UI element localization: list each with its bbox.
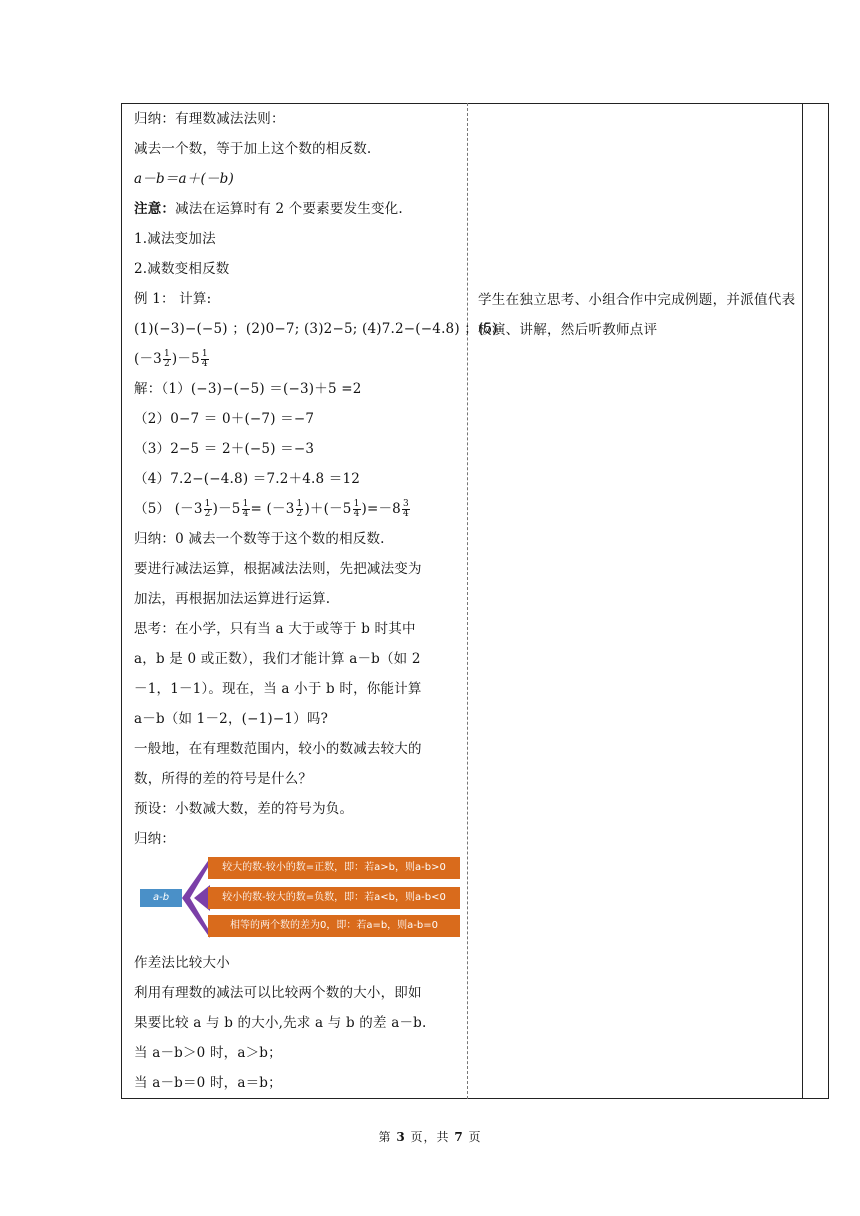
expr-part: )－5 bbox=[212, 501, 241, 517]
expr-part: )－5 bbox=[171, 351, 200, 367]
solution-2: （2）0−7 ＝ 0＋(−7) ＝−7 bbox=[134, 411, 315, 427]
fraction-numerator: 1 bbox=[201, 349, 208, 359]
fraction-denominator: 2 bbox=[296, 509, 303, 519]
preset-answer: 预设：小数减大数，差的符号为负。 bbox=[134, 801, 354, 817]
think-line-6: 数，所得的差的符号是什么？ bbox=[134, 771, 313, 787]
fraction-numerator: 3 bbox=[402, 499, 409, 509]
fraction-numerator: 1 bbox=[242, 499, 249, 509]
think-line-3: －1，1－1）。现在，当 a 小于 b 时，你能计算 bbox=[134, 681, 422, 697]
student-activity-column bbox=[478, 285, 796, 345]
fraction-numerator: 1 bbox=[204, 499, 211, 509]
summary-heading: 归纳：有理数减法法则： bbox=[134, 111, 285, 127]
fraction bbox=[353, 500, 361, 519]
subtraction-rule: 减去一个数，等于加上这个数的相反数. bbox=[134, 141, 372, 157]
comparison-method-section bbox=[134, 948, 464, 1098]
fraction-denominator: 4 bbox=[353, 509, 360, 519]
think-line-5: 一般地，在有理数范围内，较小的数减去较大的 bbox=[134, 741, 422, 757]
fraction-denominator: 2 bbox=[204, 509, 211, 519]
comparison-diagram bbox=[140, 855, 462, 941]
think-line-1: 思考：在小学，只有当 a 大于或等于 b 时其中 bbox=[134, 621, 416, 637]
fraction-denominator: 4 bbox=[402, 509, 409, 519]
expr-part: (－3 bbox=[174, 501, 203, 517]
note-label: 注意： bbox=[134, 201, 176, 217]
table-bottom-border bbox=[121, 1098, 829, 1099]
column-divider-dashed bbox=[467, 103, 468, 1099]
lesson-content-column bbox=[134, 104, 498, 854]
solution-1: 解：（1）(−3)−(−5) ＝(−3)＋5 =2 bbox=[134, 381, 362, 397]
footer-middle: 页，共 bbox=[405, 1130, 455, 1144]
condition-greater: 当 a－b＞0 时，a＞b； bbox=[134, 1045, 282, 1061]
solution-3: （3）2−5 ＝ 2＋(−5) ＝−3 bbox=[134, 441, 315, 457]
fraction bbox=[204, 500, 212, 519]
table-left-border bbox=[121, 103, 122, 1099]
note-line bbox=[134, 194, 464, 224]
solution-label: （5） bbox=[134, 501, 171, 517]
fraction-denominator: 2 bbox=[163, 359, 170, 369]
method-line-2: 加法，再根据加法运算进行运算. bbox=[134, 591, 331, 607]
current-page-number: 3 bbox=[396, 1130, 406, 1144]
expr-part: (－3 bbox=[266, 501, 295, 517]
think-line-2: a，b 是 0 或正数），我们才能计算 a－b（如 2 bbox=[134, 651, 421, 667]
note-text: 减法在运算时有 2 个要素要发生变化. bbox=[175, 201, 403, 217]
solution-4: （4）7.2−(−4.8) ＝7.2＋4.8 ＝12 bbox=[134, 471, 361, 487]
think-line-4: a－b（如 1－2，(−1)−1）吗? bbox=[134, 711, 329, 727]
condition-equal: 当 a－b＝0 时，a＝b； bbox=[134, 1075, 282, 1091]
rule-formula: a－b＝a＋(－b) bbox=[134, 171, 234, 187]
fraction bbox=[163, 350, 171, 369]
example-questions: (1)(−3)−(−5) ；(2)0−7; (3)2−5; (4)7.2−(−4.8) ；(5) bbox=[134, 321, 498, 337]
fraction bbox=[402, 500, 410, 519]
page-footer bbox=[0, 1128, 860, 1145]
a-minus-b-box: a-b bbox=[140, 889, 182, 907]
fraction bbox=[201, 350, 209, 369]
diagram-box-zero: 相等的两个数的差为0，即：若a=b，则a-b=0 bbox=[208, 915, 460, 937]
expr-part: )=－8 bbox=[361, 501, 401, 517]
footer-suffix: 页 bbox=[463, 1130, 482, 1144]
column-divider bbox=[802, 103, 803, 1099]
student-activity-text: 学生在独立思考、小组合作中完成例题，并派值代表板演、讲解，然后听教师点评 bbox=[478, 292, 796, 338]
solution-5 bbox=[134, 494, 464, 524]
fraction-numerator: 1 bbox=[353, 499, 360, 509]
example-heading: 例 1： 计算: bbox=[134, 291, 212, 307]
fraction-denominator: 4 bbox=[201, 359, 208, 369]
expr-part: = bbox=[250, 501, 263, 517]
fraction-denominator: 4 bbox=[242, 509, 249, 519]
expr-part: (－3 bbox=[134, 351, 162, 367]
summary-zero: 归纳：0 减去一个数等于这个数的相反数. bbox=[134, 531, 385, 547]
expr-part: )＋(－5 bbox=[304, 501, 352, 517]
summary-label: 归纳： bbox=[134, 831, 176, 847]
diagram-box-positive: 较大的数-较小的数=正数，即：若a>b，则a-b>0 bbox=[208, 857, 460, 879]
footer-prefix: 第 bbox=[378, 1130, 397, 1144]
fraction-numerator: 1 bbox=[163, 349, 170, 359]
diagram-box-negative: 较小的数-较大的数=负数，即：若a<b，则a-b<0 bbox=[208, 887, 460, 909]
note-item-2: 2.减数变相反数 bbox=[134, 261, 230, 277]
method-title: 作差法比较大小 bbox=[134, 955, 230, 971]
method-line-1: 要进行减法运算，根据减法法则，先把减法变为 bbox=[134, 561, 422, 577]
total-page-count: 7 bbox=[454, 1130, 464, 1144]
fraction-numerator: 1 bbox=[296, 499, 303, 509]
fraction bbox=[242, 500, 250, 519]
fraction bbox=[296, 500, 304, 519]
note-item-1: 1.减法变加法 bbox=[134, 231, 216, 247]
table-right-border bbox=[828, 103, 829, 1099]
example-question-5 bbox=[134, 344, 464, 374]
method-desc-1: 利用有理数的减法可以比较两个数的大小，即如 bbox=[134, 985, 422, 1001]
method-desc-2: 果要比较 a 与 b 的大小,先求 a 与 b 的差 a－b. bbox=[134, 1015, 427, 1031]
